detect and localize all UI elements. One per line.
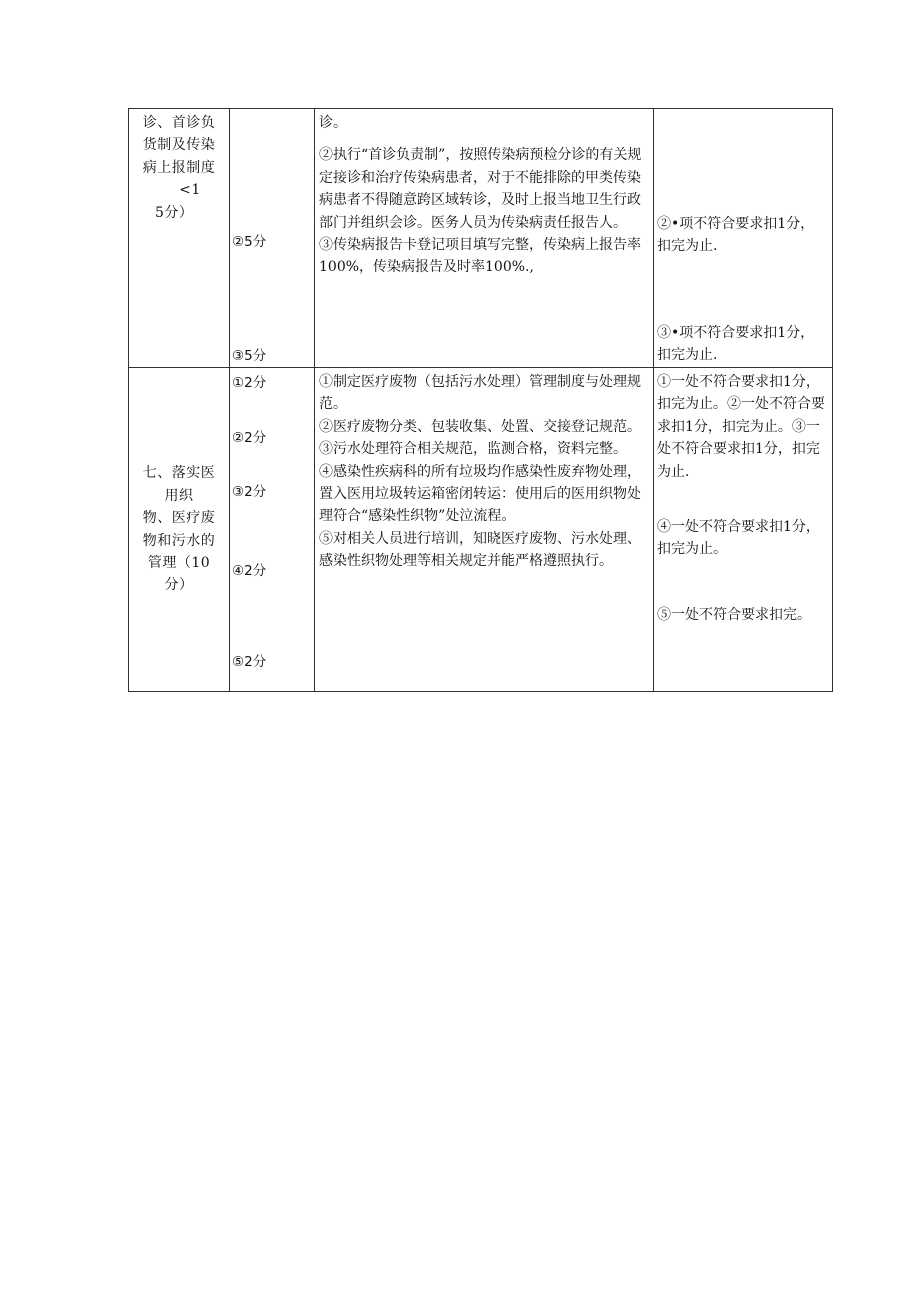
- category-cell: [129, 368, 230, 692]
- category-text: 分）: [164, 577, 194, 594]
- category-text: 货制及传染: [142, 137, 216, 154]
- category-text: 物和污水的: [142, 532, 216, 549]
- content-paragraph: ④感染性疾病科的所有垃圾均作感染性废弃物处理，置入医用垃圾转运箱密闭转运：使用后的医用织物处理符合“感染性织物”处泣流程。: [319, 463, 641, 525]
- deduction-cell: [654, 109, 833, 368]
- content-paragraph: 诊。: [319, 115, 347, 131]
- score-value: ②5分: [232, 234, 267, 250]
- content-cell: [315, 109, 654, 368]
- score-value: ③5分: [232, 348, 267, 364]
- score-value: ④2分: [232, 563, 267, 579]
- category-text: 管理（10: [147, 554, 211, 571]
- table-row: [129, 109, 833, 368]
- category-text: 病上报制度: [142, 159, 216, 176]
- deduction-text: ③•项不符合要求扣1分，扣完为止.: [657, 325, 815, 364]
- deduction-text: ⑤一处不符合要求扣完。: [657, 607, 811, 623]
- category-text: 用织: [164, 487, 194, 504]
- category-text: 七、落实医: [142, 465, 216, 482]
- score-value: ③2分: [232, 484, 267, 500]
- score-cell: [230, 109, 315, 368]
- content-paragraph: ②医疗废物分类、包装收集、处置、交接登记规范。: [319, 418, 641, 435]
- deduction-cell: [654, 368, 833, 692]
- category-text: <1: [179, 182, 201, 199]
- content-paragraph: ①制定医疗废物（包括污水处理）管理制度与处理规范。: [319, 374, 641, 413]
- score-value: ⑤2分: [232, 654, 267, 670]
- category-text: 诊、首诊负: [142, 115, 216, 131]
- score-value: ①2分: [232, 375, 267, 391]
- deduction-text: ①一处不符合要求扣1分，扣完为止。②一处不符合要求扣1分，扣完为止。③一处不符合要求扣1分，扣完为止.: [657, 374, 825, 480]
- deduction-text: ②•项不符合要求扣1分，扣完为止.: [657, 216, 815, 255]
- category-text: 物、医疗废: [142, 510, 216, 527]
- content-paragraph: ⑤对相关人员进行培训，知晓医疗废物、污水处理、感染性织物处理等相关规定并能严格遵照执行。: [319, 530, 641, 570]
- score-value: ②2分: [232, 430, 267, 446]
- category-text: 5分）: [155, 204, 194, 221]
- deduction-text: ④一处不符合要求扣1分，扣完为止。: [657, 519, 820, 558]
- category-cell: [129, 109, 230, 368]
- content-paragraph: ③污水处理符合相关规范，监测合格，资料完整。: [319, 441, 627, 458]
- content-cell: [315, 368, 654, 692]
- content-paragraph: ③传染病报告卡登记项目填写完整，传染病上报告率100%，传染病报告及时率100%.,: [319, 237, 641, 276]
- content-paragraph: ②执行“首诊负责制”，按照传染病预检分诊的有关规定接诊和治疗传染病患者，对于不能排除的甲类传染病患者不得随意跨区域转诊，及时上报当地卫生行政部门并组织会诊。医务人员为传染病责任报告人。: [319, 147, 642, 231]
- scoring-table: [128, 108, 833, 692]
- table-row: [129, 368, 833, 692]
- score-cell: [230, 368, 315, 692]
